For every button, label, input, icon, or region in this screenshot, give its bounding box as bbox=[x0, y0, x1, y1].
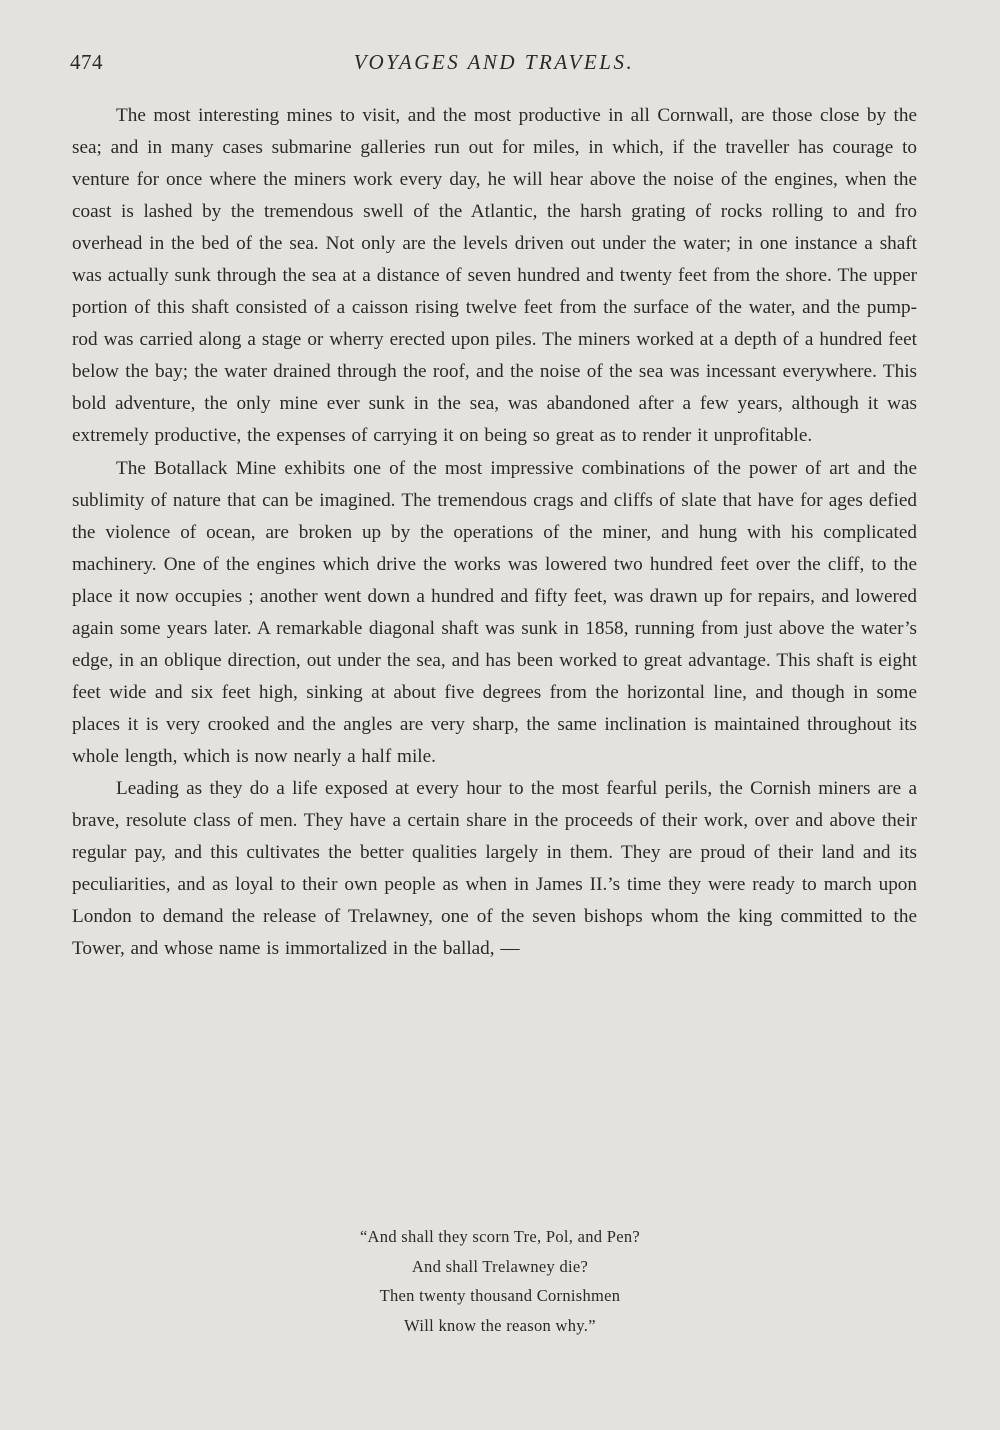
verse-line: Then twenty thousand Cornishmen bbox=[379, 1286, 621, 1305]
verse-line: And shall Trelawney die? bbox=[411, 1256, 589, 1276]
page-header bbox=[70, 50, 918, 80]
paragraph-cornish-miners: Leading as they do a life exposed at every hour to the most fearful perils, the Cornish miners are a brave, resolute class of men. They have a certain share in the proceeds of their work, over and above their regular pay, and this cultivates the better qualities largely in them. They are proud of their land and its peculiarities, and as loyal to their own people as when in James II.’s time they were ready to march upon London to demand the release of Trelawney, one of the seven bishops whom the king committed to the Tower, and whose name is immortalized in the ballad, — bbox=[72, 777, 917, 960]
paragraph-submarine-mines: The most interesting mines to visit, and the most productive in all Cornwall, are those close by the sea; and in many cases submarine galleries run out for miles, in which, if the traveller has courage to venture for once where the miners work every day, he will hear above the noise of the engines, when the coast is lashed by the tremendous swell of the Atlantic, the harsh grating of rocks rolling to and fro overhead in the bed of the sea. Not only are the levels driven out under the water; in one instance a shaft was actually sunk through the sea at a distance of seven hundred and twenty feet from the shore. The upper portion of this shaft consisted of a caisson rising twelve feet from the surface of the water, and the pump-rod was carried along a stage or wherry erected upon piles. The miners worked at a depth of a hundred feet below the bay; the water drained through the roof, and the noise of the sea was incessant everywhere. This bold adventure, the only mine ever sunk in the sea, was abandoned after a few years, although it was extremely productive, the expenses of carrying it on being so great as to render it unprofitable. bbox=[72, 105, 917, 447]
ballad-verse bbox=[0, 1222, 1000, 1340]
body-text bbox=[72, 100, 917, 965]
page-number: 474 bbox=[70, 50, 103, 74]
paragraph-botallack-mine: The Botallack Mine exhibits one of the most impressive combinations of the power of art and the sublimity of nature that can be imagined. The tremendous crags and cliffs of slate that have for ages defied the violence of ocean, are broken up by the operations of the miner, and hung with his complicated machinery. One of the engines which drive the works was lowered two hundred feet over the cliff, to the place it now occupies ; another went down a hundred and fifty feet, was drawn up for repairs, and lowered again some years later. A remarkable diagonal shaft was sunk in 1858, running from just above the water’s edge, in an oblique direction, out under the sea, and has been worked to great advantage. This shaft is eight feet wide and six feet high, sinking at about five degrees from the horizontal line, and though in some places it is very crooked and the angles are very sharp, the same inclination is maintained throughout its whole length, which is now nearly a half mile. bbox=[72, 457, 917, 767]
verse-line: Will know the reason why.” bbox=[404, 1315, 596, 1335]
running-title: VOYAGES AND TRAVELS. bbox=[353, 50, 635, 74]
verse-line: “And shall they scorn Tre, Pol, and Pen? bbox=[359, 1227, 641, 1246]
